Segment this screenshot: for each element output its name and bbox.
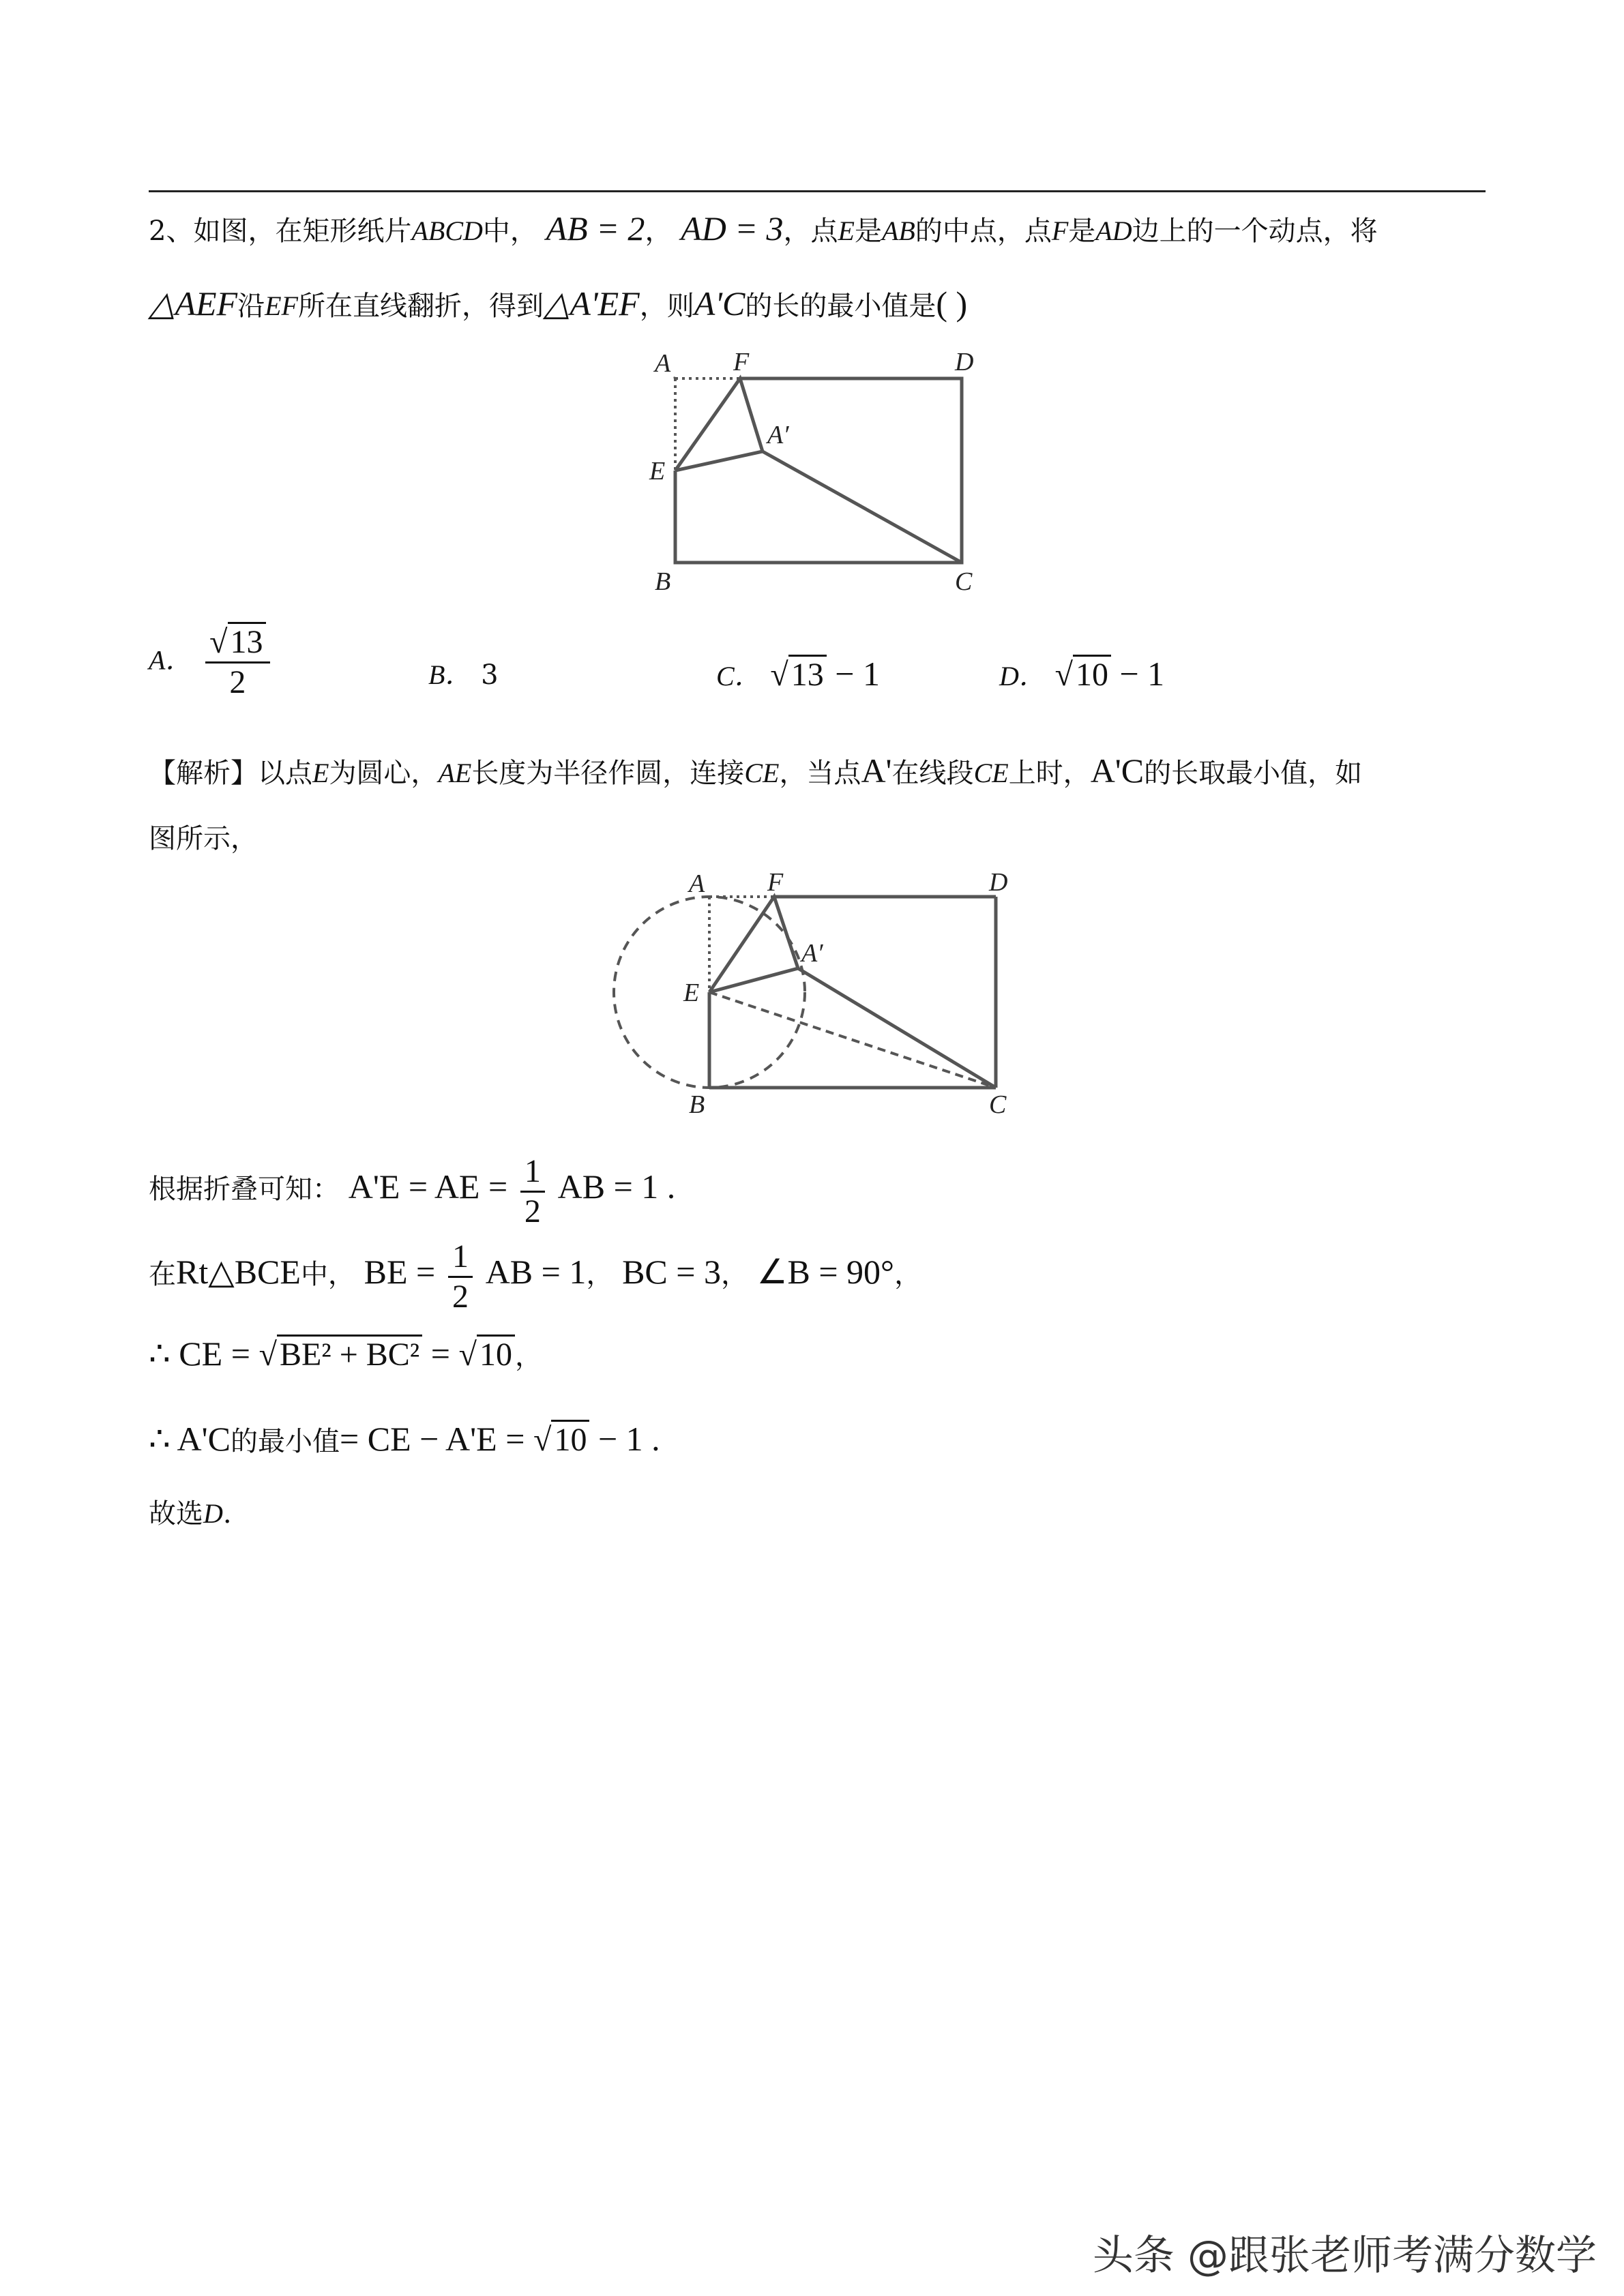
s1-text: 根据折叠可知： <box>149 1174 340 1205</box>
answer-blank: ( ) <box>936 284 968 323</box>
s3-math-a: ∴ CE = <box>149 1335 250 1373</box>
a-ce: CE <box>744 758 780 788</box>
q-tri-aef: △AEF <box>149 284 238 323</box>
option-d-radicand: 10 <box>1073 655 1111 693</box>
q-text: 的长的最小值是 <box>745 290 936 322</box>
s3-radicand2: 10 <box>477 1335 515 1373</box>
solution-line-2 <box>149 1234 921 1313</box>
triangle-aef-folded <box>675 378 763 471</box>
label-a: A <box>689 869 705 898</box>
question-line-2 <box>149 283 967 327</box>
option-a-sqrt: √13 <box>209 626 265 659</box>
s4-math-c: − 1 . <box>589 1420 660 1458</box>
s2-sep: ， <box>720 1259 748 1290</box>
figure-2 <box>600 866 1023 1132</box>
a-e: E <box>312 758 329 788</box>
q-ad: AD <box>1095 215 1132 246</box>
label-e: E <box>649 457 666 486</box>
option-c-label: C． <box>716 661 762 691</box>
s4-text: 的最小值 <box>231 1426 340 1457</box>
label-e: E <box>683 979 700 1007</box>
q-text: ，则 <box>639 290 694 322</box>
label-f: F <box>767 868 784 897</box>
option-a-radicand: 13 <box>228 622 266 660</box>
s4-math-a: ∴ A'C <box>149 1420 231 1458</box>
q-ac: A'C <box>694 284 745 323</box>
analysis-line-2 <box>149 818 258 859</box>
q-text: 边上的一个动点，将 <box>1132 215 1378 247</box>
s2-end: ， <box>894 1259 922 1290</box>
s3-radicand: BE² + BC² <box>277 1335 422 1373</box>
s2-math-b: AB = 1 <box>485 1253 587 1291</box>
s2-text: 中， <box>300 1259 355 1290</box>
label-c: C <box>955 567 973 596</box>
s2-fraction <box>448 1240 473 1313</box>
option-d-sqrt: √10 <box>1055 655 1111 696</box>
q-e: E <box>838 215 855 246</box>
rect-abcd <box>675 378 962 563</box>
q-abcd: ABCD <box>411 215 483 246</box>
q-text: 2、如图，在矩形纸片 <box>149 215 412 247</box>
s2-sep: ， <box>586 1259 614 1290</box>
option-a-fraction <box>205 626 269 699</box>
label-d: D <box>955 348 974 376</box>
s1-fraction <box>520 1152 545 1229</box>
a-text: 上时， <box>1008 758 1091 789</box>
option-c-radicand: 13 <box>788 655 827 693</box>
solution-line-3 <box>149 1330 542 1380</box>
q-text: 是 <box>854 215 882 247</box>
a-ap: A' <box>861 751 892 790</box>
s5-end: . <box>222 1498 232 1530</box>
label-b: B <box>689 1090 705 1119</box>
option-c-rest: − 1 <box>826 655 880 693</box>
label-c: C <box>989 1090 1007 1119</box>
option-d-rest: − 1 <box>1110 655 1165 693</box>
s3-sqrt2: √10 <box>459 1331 515 1379</box>
option-b-label: B． <box>428 659 473 690</box>
q-ef: EF <box>265 290 298 321</box>
a-text: 长度为半径作圆，连接 <box>471 758 745 789</box>
segment-apc <box>798 968 996 1088</box>
a-text: 图所示， <box>149 823 258 854</box>
question-line-1 <box>149 208 1378 252</box>
s1-math-a: A'E = AE = <box>348 1167 508 1206</box>
q-f: F <box>1051 215 1069 246</box>
s2-den: 2 <box>452 1278 469 1315</box>
option-a[interactable] <box>149 626 274 699</box>
s2-rt: Rt△BCE <box>176 1253 301 1291</box>
q-text: 是 <box>1068 215 1096 247</box>
option-b[interactable] <box>428 655 499 696</box>
option-a-label: A． <box>149 644 193 676</box>
a-text: 在线段 <box>891 758 974 789</box>
a-text: 为圆心， <box>329 758 439 789</box>
option-a-denominator: 2 <box>229 664 246 700</box>
q-text: 中， <box>482 215 537 247</box>
figure-1 <box>641 344 996 603</box>
q-ad-eq: AD = 3 <box>681 209 784 248</box>
option-c[interactable] <box>716 653 880 697</box>
q-text: 所在直线翻折，得到 <box>297 290 544 322</box>
a-text: 以点 <box>258 758 312 789</box>
watermark: 头条 @跟张老师考满分数学 <box>1092 2232 1597 2280</box>
solution-line-5 <box>149 1493 232 1534</box>
s3-end: ， <box>514 1341 542 1372</box>
s2-angle: ∠B = 90° <box>756 1253 895 1291</box>
s4-math-b: = CE − A'E = <box>340 1420 525 1458</box>
label-f: F <box>733 348 750 376</box>
analysis-line-1 <box>149 750 1362 794</box>
s2-bc: BC = 3 <box>622 1253 721 1291</box>
dashed-ce <box>709 992 996 1088</box>
a-ce2: CE <box>973 758 1009 788</box>
q-sep: ， <box>645 215 673 247</box>
top-rule <box>149 190 1486 192</box>
s1-num: 1 <box>520 1155 545 1193</box>
label-a-prime: A′ <box>801 939 823 968</box>
label-b: B <box>655 567 671 596</box>
label-d: D <box>989 868 1008 897</box>
q-text: ，点 <box>783 215 838 247</box>
s2-math-a: BE = <box>364 1253 436 1291</box>
s2-text: 在 <box>149 1259 176 1290</box>
s3-math-b: = <box>422 1335 450 1373</box>
s5-text: 故选 <box>149 1498 203 1530</box>
s1-math-b: AB = 1 . <box>557 1167 676 1206</box>
solution-line-1 <box>149 1149 675 1228</box>
label-a-prime: A′ <box>767 421 789 449</box>
q-text: 的中点，点 <box>915 215 1052 247</box>
s4-sqrt: √10 <box>533 1416 589 1464</box>
option-b-value: 3 <box>481 659 499 691</box>
s5-answer: D <box>203 1498 223 1529</box>
a-ae: AE <box>438 758 472 788</box>
option-c-sqrt: √13 <box>770 655 826 696</box>
triangle-aef-folded <box>709 897 798 992</box>
segment-apc <box>763 451 962 563</box>
q-tri-aef2: △A'EF <box>543 284 640 323</box>
s2-num: 1 <box>448 1240 473 1278</box>
q-ab-eq: AB = 2 <box>546 209 645 248</box>
option-d[interactable] <box>999 653 1164 697</box>
a-text: ，当点 <box>779 758 861 789</box>
s4-radicand: 10 <box>551 1420 589 1458</box>
s1-den: 2 <box>524 1193 541 1229</box>
label-a: A <box>655 349 671 378</box>
q-text: 沿 <box>237 290 265 322</box>
solution-line-4 <box>149 1415 660 1465</box>
a-text: 的长取最小值，如 <box>1144 758 1363 789</box>
option-d-label: D． <box>999 661 1046 691</box>
a-apc: A'C <box>1090 751 1145 790</box>
q-ab: AB <box>881 215 915 246</box>
analysis-head: 【解析】 <box>149 758 258 789</box>
s3-sqrt: √BE² + BC² <box>259 1331 423 1379</box>
